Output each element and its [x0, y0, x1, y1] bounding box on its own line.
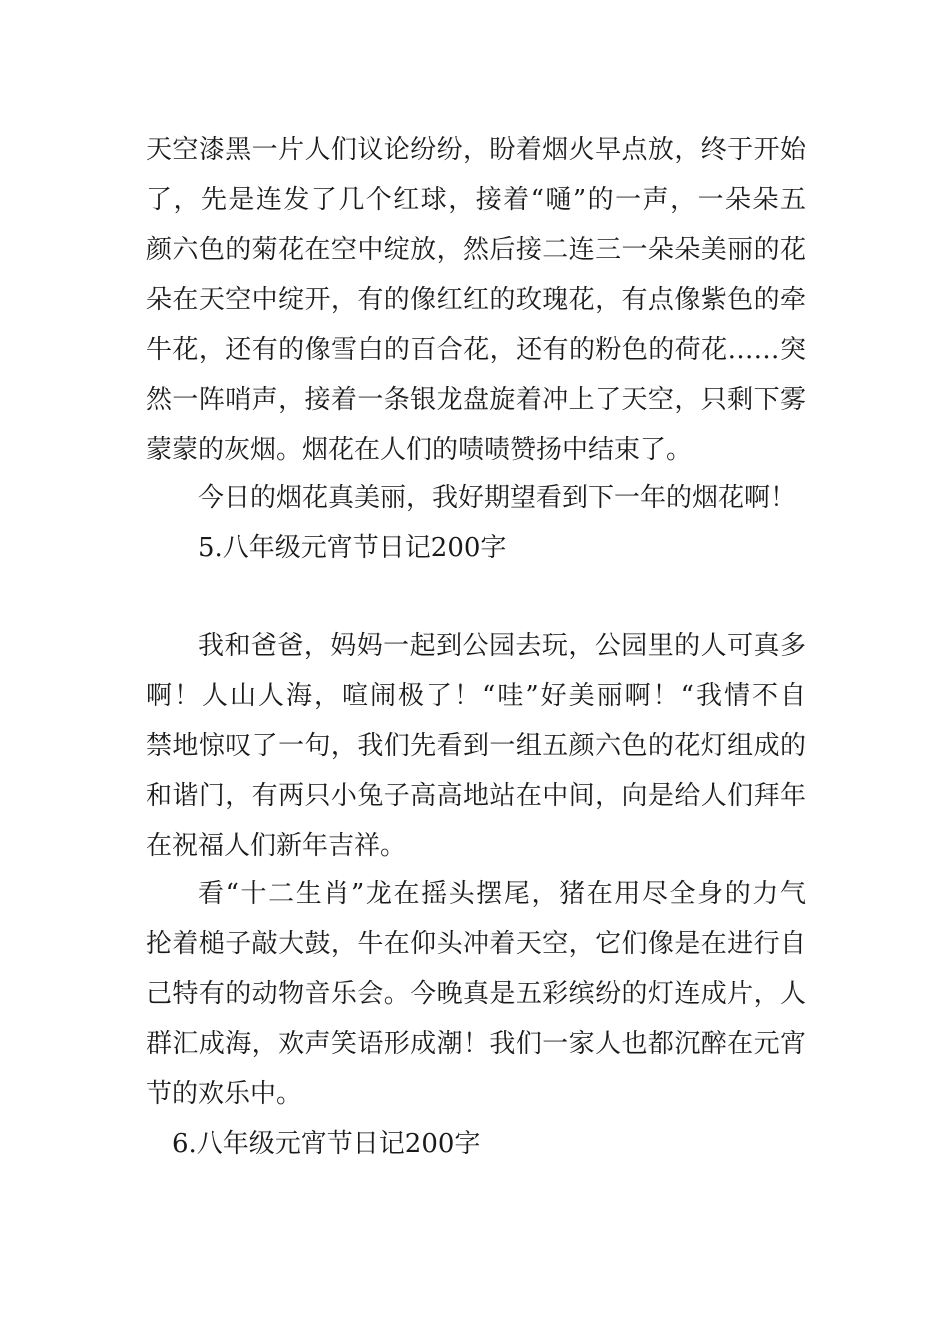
paragraph-line: 天空漆黑一片人们议论纷纷，盼着烟火早点放，终于开始 — [146, 135, 806, 165]
paragraph-line: 抡着槌子敲大鼓，牛在仰头冲着天空，它们像是在进行自 — [146, 929, 806, 959]
paragraph-line: 啊！人山人海，喧闹极了！“哇”好美丽啊！“我情不自 — [146, 681, 806, 711]
paragraph-line: 蒙蒙的灰烟。烟花在人们的啧啧赞扬中结束了。 — [146, 435, 693, 465]
paragraph-line: 朵在天空中绽开，有的像红红的玫瑰花，有点像紫色的牵 — [146, 285, 806, 315]
section-heading-6: 6.八年级元宵节日记200字 — [172, 1129, 481, 1159]
section-heading-5: 5.八年级元宵节日记200字 — [198, 533, 507, 563]
paragraph-line: 己特有的动物音乐会。今晚真是五彩缤纷的灯连成片，人 — [146, 979, 806, 1009]
paragraph-line: 看“十二生肖”龙在摇头摆尾，猪在用尽全身的力气 — [198, 879, 806, 909]
paragraph-line: 节的欢乐中。 — [146, 1079, 303, 1109]
paragraph-line: 牛花，还有的像雪白的百合花，还有的粉色的荷花……突 — [146, 335, 806, 365]
paragraph-line: 今日的烟花真美丽，我好期望看到下一年的烟花啊！ — [198, 483, 797, 513]
paragraph-line: 然一阵哨声，接着一条银龙盘旋着冲上了天空，只剩下雾 — [146, 385, 806, 415]
paragraph-line: 群汇成海，欢声笑语形成潮！我们一家人也都沉醉在元宵 — [146, 1029, 806, 1059]
paragraph-line: 在祝福人们新年吉祥。 — [146, 831, 407, 861]
paragraph-line: 了，先是连发了几个红球，接着“嗵”的一声，一朵朵五 — [146, 185, 806, 215]
paragraph-line: 禁地惊叹了一句，我们先看到一组五颜六色的花灯组成的 — [146, 731, 806, 761]
paragraph-line: 颜六色的菊花在空中绽放，然后接二连三一朵朵美丽的花 — [146, 235, 806, 265]
paragraph-line: 和谐门，有两只小兔子高高地站在中间，向是给人们拜年 — [146, 781, 806, 811]
paragraph-line: 我和爸爸，妈妈一起到公园去玩，公园里的人可真多 — [198, 631, 806, 661]
